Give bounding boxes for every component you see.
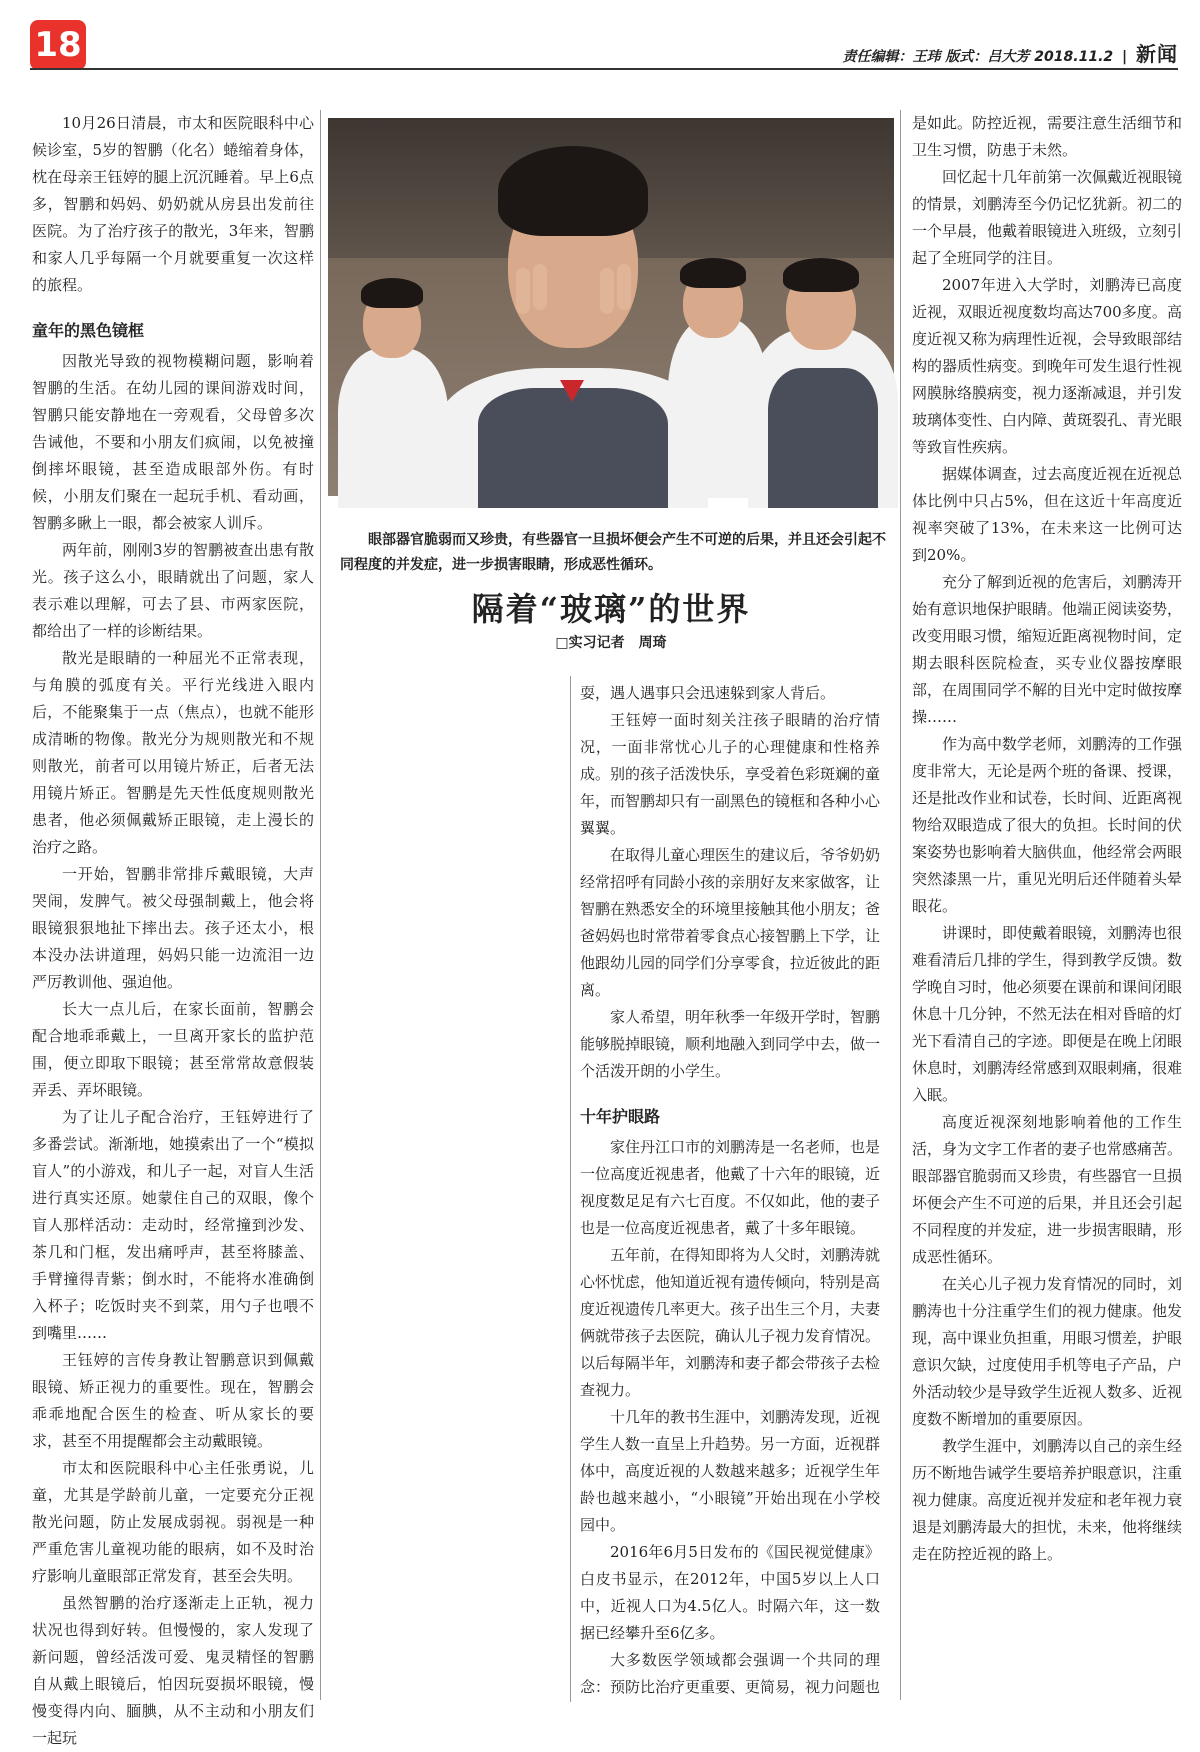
subheading: 十年护眼路: [580, 1107, 661, 1126]
paragraph: 是如此。防控近视，需要注意生活细节和卫生习惯，防患于未然。: [912, 114, 1183, 159]
classroom-photo: [328, 118, 894, 496]
paragraph: 2016年6月5日发布的《国民视觉健康》白皮书显示，在2012年，中国5岁以上人口中，近视人口为4.5亿人。时隔六年，这一数据已经攀升至6亿多。: [580, 1543, 880, 1642]
left-column: [32, 110, 314, 1747]
paragraph: 五年前，在得知即将为人父时，刘鹏涛就心怀忧虑，他知道近视有遗传倾向，特别是高度近视遗传几率更大。孩子出生三个月，夫妻俩就带孩子去医院，确认儿子视力发育情况。以后每隔半年，刘鹏涛和妻子都会带孩子去检查视力。: [580, 1246, 881, 1399]
paragraph: 散光是眼睛的一种屈光不正常表现，与角膜的弧度有关。平行光线进入眼内后，不能聚集于一点（焦点），也就不能形成清晰的物像。散光分为规则散光和不规则散光，前者可以用镜片矫正，后者无法用镜片矫正。智鹏是先天性低度规则散光患者，他必须佩戴矫正眼镜，走上漫长的治疗之路。: [32, 649, 314, 856]
column-divider: [320, 110, 321, 1700]
paragraph: 作为高中数学老师，刘鹏涛的工作强度非常大，无论是两个班的备课、授课，还是批改作业和试卷，长时间、近距离视物给双眼造成了很大的负担。长时间的伏案姿势也影响着大脑供血，他经常会两眼突然漆黑一片，重见光明后还伴随着头晕眼花。: [912, 735, 1183, 915]
header-separator: |: [1122, 49, 1128, 65]
masthead-info: [843, 38, 1178, 67]
paragraph: 充分了解到近视的危害后，刘鹏涛开始有意识地保护眼睛。他端正阅读姿势，改变用眼习惯，缩短近距离视物时间，定期去眼科医院检查，买专业仪器按摩眼部，在周围同学不解的目光中定时做按摩操……: [912, 573, 1183, 726]
paragraph: 大多数医学领域都会强调一个共同的理念：预防比治疗更重要、更简易，视力问题也: [580, 1651, 881, 1696]
section-name: 新闻: [1136, 42, 1178, 66]
paragraph: 教学生涯中，刘鹏涛以自己的亲生经历不断地告诫学生要培养护眼意识，注重视力健康。高度近视并发症和老年视力衰退是刘鹏涛最大的担忧，未来，他将继续走在防控近视的路上。: [912, 1437, 1183, 1563]
paragraph: 长大一点儿后，在家长面前，智鹏会配合地乖乖戴上，一旦离开家长的监护范围，便立即取下眼镜；甚至常常故意假装弄丢、弄坏眼镜。: [32, 1000, 314, 1099]
paragraph: 因散光导致的视物模糊问题，影响着智鹏的生活。在幼儿园的课间游戏时间，智鹏只能安静地在一旁观看，父母曾多次告诫他，不要和小朋友们疯闹，以免被撞倒摔坏眼镜，甚至造成眼部外伤。有时候，小朋友们聚在一起玩手机、看动画，智鹏多瞅上一眼，都会被家人训斥。: [32, 352, 314, 532]
editor-credit: 责任编辑：王玮: [842, 49, 941, 65]
paragraph: 虽然智鹏的治疗逐渐走上正轨，视力状况也得到好转。但慢慢的，家人发现了新问题，曾经活泼可爱、鬼灵精怪的智鹏自从戴上眼镜后，怕因玩耍损坏眼镜，慢慢变得内向、腼腆，从不主动和小朋友们一起玩: [32, 1594, 314, 1747]
paragraph: 耍，遇人遇事只会迅速躲到家人背后。: [580, 684, 836, 702]
article-deck: 眼部器官脆弱而又珍贵，有些器官一旦损坏便会产生不可逆的后果，并且还会引起不同程度的并发症，进一步损害眼睛，形成恶性循环。: [340, 532, 886, 573]
subheading: 童年的黑色镜框: [32, 321, 145, 340]
paragraph: 10月26日清晨，市太和医院眼科中心候诊室，5岁的智鹏（化名）蜷缩着身体，枕在母亲王钰婷的腿上沉沉睡着。早上6点多，智鹏和妈妈、奶奶就从房县出发前往医院。为了治疗孩子的散光，3年来，智鹏和家人几乎每隔一个月就要重复一次这样的旅程。: [32, 114, 314, 294]
paragraph: 王钰婷一面时刻关注孩子眼睛的治疗情况，一面非常忧心儿子的心理健康和性格养成。别的孩子活泼快乐，享受着色彩斑斓的童年，而智鹏却只有一副黑色的镜框和各种小心翼翼。: [580, 711, 881, 837]
paragraph: 在取得儿童心理医生的建议后，爷爷奶奶经常招呼有同龄小孩的亲朋好友来家做客，让智鹏在熟悉安全的环境里接触其他小朋友；爸爸妈妈也时常带着零食点心接智鹏上下学，让他跟幼儿园的同学们分享零食，拉近彼此的距离。: [580, 846, 881, 999]
paragraph: 据媒体调查，过去高度近视在近视总体比例中只占5%，但在这近十年高度近视率突破了13%，在未来这一比例可达到20%。: [912, 465, 1183, 564]
column-divider: [570, 676, 571, 1702]
middle-column: [580, 680, 880, 1700]
paragraph: 王钰婷的言传身教让智鹏意识到佩戴眼镜、矫正视力的重要性。现在，智鹏会乖乖地配合医生的检查、听从家长的要求，甚至不用提醒都会主动戴眼镜。: [32, 1351, 314, 1450]
article-headline: 隔着“玻璃”的世界: [471, 590, 751, 628]
page-number: 18: [30, 20, 86, 70]
right-column: [912, 110, 1182, 1700]
article-byline: □实习记者 周琦: [555, 635, 667, 651]
paragraph: 高度近视深刻地影响着他的工作生活，身为文字工作者的妻子也常感痛苦。眼部器官脆弱而又珍贵，有些器官一旦损坏便会产生不可逆的后果，并且还会引起不同程度的并发症，进一步损害眼睛，形成恶性循环。: [912, 1113, 1183, 1266]
paragraph: 回忆起十几年前第一次佩戴近视眼镜的情景，刘鹏涛至今仍记忆犹新。初二的一个早晨，他戴着眼镜进入班级，立刻引起了全班同学的注目。: [912, 168, 1183, 267]
paragraph: 两年前，刚刚3岁的智鹏被查出患有散光。孩子这么小，眼睛就出了问题，家人表示难以理解，可去了县、市两家医院，都给出了一样的诊断结果。: [32, 541, 314, 640]
paragraph: 家住丹江口市的刘鹏涛是一名老师，也是一位高度近视患者，他戴了十六年的眼镜，近视度数足足有六七百度。不仅如此，他的妻子也是一位高度近视患者，戴了十多年眼镜。: [580, 1138, 881, 1237]
paragraph: 市太和医院眼科中心主任张勇说，儿童，尤其是学龄前儿童，一定要充分正视散光问题，防止发展成弱视。弱视是一种严重危害儿童视功能的眼病，如不及时治疗影响儿童眼部正常发育，甚至会失明。: [32, 1459, 314, 1585]
paragraph: 2007年进入大学时，刘鹏涛已高度近视，双眼近视度数均高达700多度。高度近视又称为病理性近视，会导致眼部结构的器质性病变。到晚年可发生退行性视网膜脉络膜病变，视力逐渐减退，并引发玻璃体变性、白内障、黄斑裂孔、青光眼等致盲性疾病。: [912, 276, 1183, 456]
header-rule: [30, 68, 1178, 70]
issue-date: 2018.11.2: [1034, 49, 1114, 65]
paragraph: 家人希望，明年秋季一年级开学时，智鹏能够脱掉眼镜，顺利地融入到同学中去，做一个活泼开朗的小学生。: [580, 1008, 881, 1080]
paragraph: 一开始，智鹏非常排斥戴眼镜，大声哭闹，发脾气。被父母强制戴上，他会将眼镜狠狠地扯下摔出去。孩子还太小，根本没办法讲道理，妈妈只能一边流泪一边严厉教训他、强迫他。: [32, 865, 314, 991]
paragraph: 十几年的教书生涯中，刘鹏涛发现，近视学生人数一直呈上升趋势。另一方面，近视群体中，高度近视的人数越来越多；近视学生年龄也越来越小，“小眼镜”开始出现在小学校园中。: [580, 1408, 881, 1534]
paragraph: 讲课时，即使戴着眼镜，刘鹏涛也很难看清后几排的学生，得到教学反馈。数学晚自习时，他必须要在课前和课间闭眼休息十几分钟，不然无法在相对昏暗的灯光下看清自己的字迹。即便是在晚上闭眼休息时，刘鹏涛经常感到双眼刺痛，很难入眠。: [912, 924, 1183, 1104]
layout-credit: 版式：吕大芳: [945, 49, 1030, 65]
paragraph: 在关心儿子视力发育情况的同时，刘鹏涛也十分注重学生们的视力健康。他发现，高中课业负担重，用眼习惯差，护眼意识欠缺，过度使用手机等电子产品，户外活动较少是导致学生近视人数多、近视度数不断增加的重要原因。: [912, 1275, 1183, 1428]
paragraph: 为了让儿子配合治疗，王钰婷进行了多番尝试。渐渐地，她摸索出了一个“模拟盲人”的小游戏，和儿子一起，对盲人生活进行真实还原。她蒙住自己的双眼，像个盲人那样活动：走动时，经常撞到沙发、茶几和门框，发出痛呼声，甚至将膝盖、手臂撞得青紫；倒水时，不能将水准确倒入杯子；吃饭时夹不到菜，用勺子也喂不到嘴里……: [32, 1108, 314, 1342]
column-divider: [900, 110, 901, 1700]
